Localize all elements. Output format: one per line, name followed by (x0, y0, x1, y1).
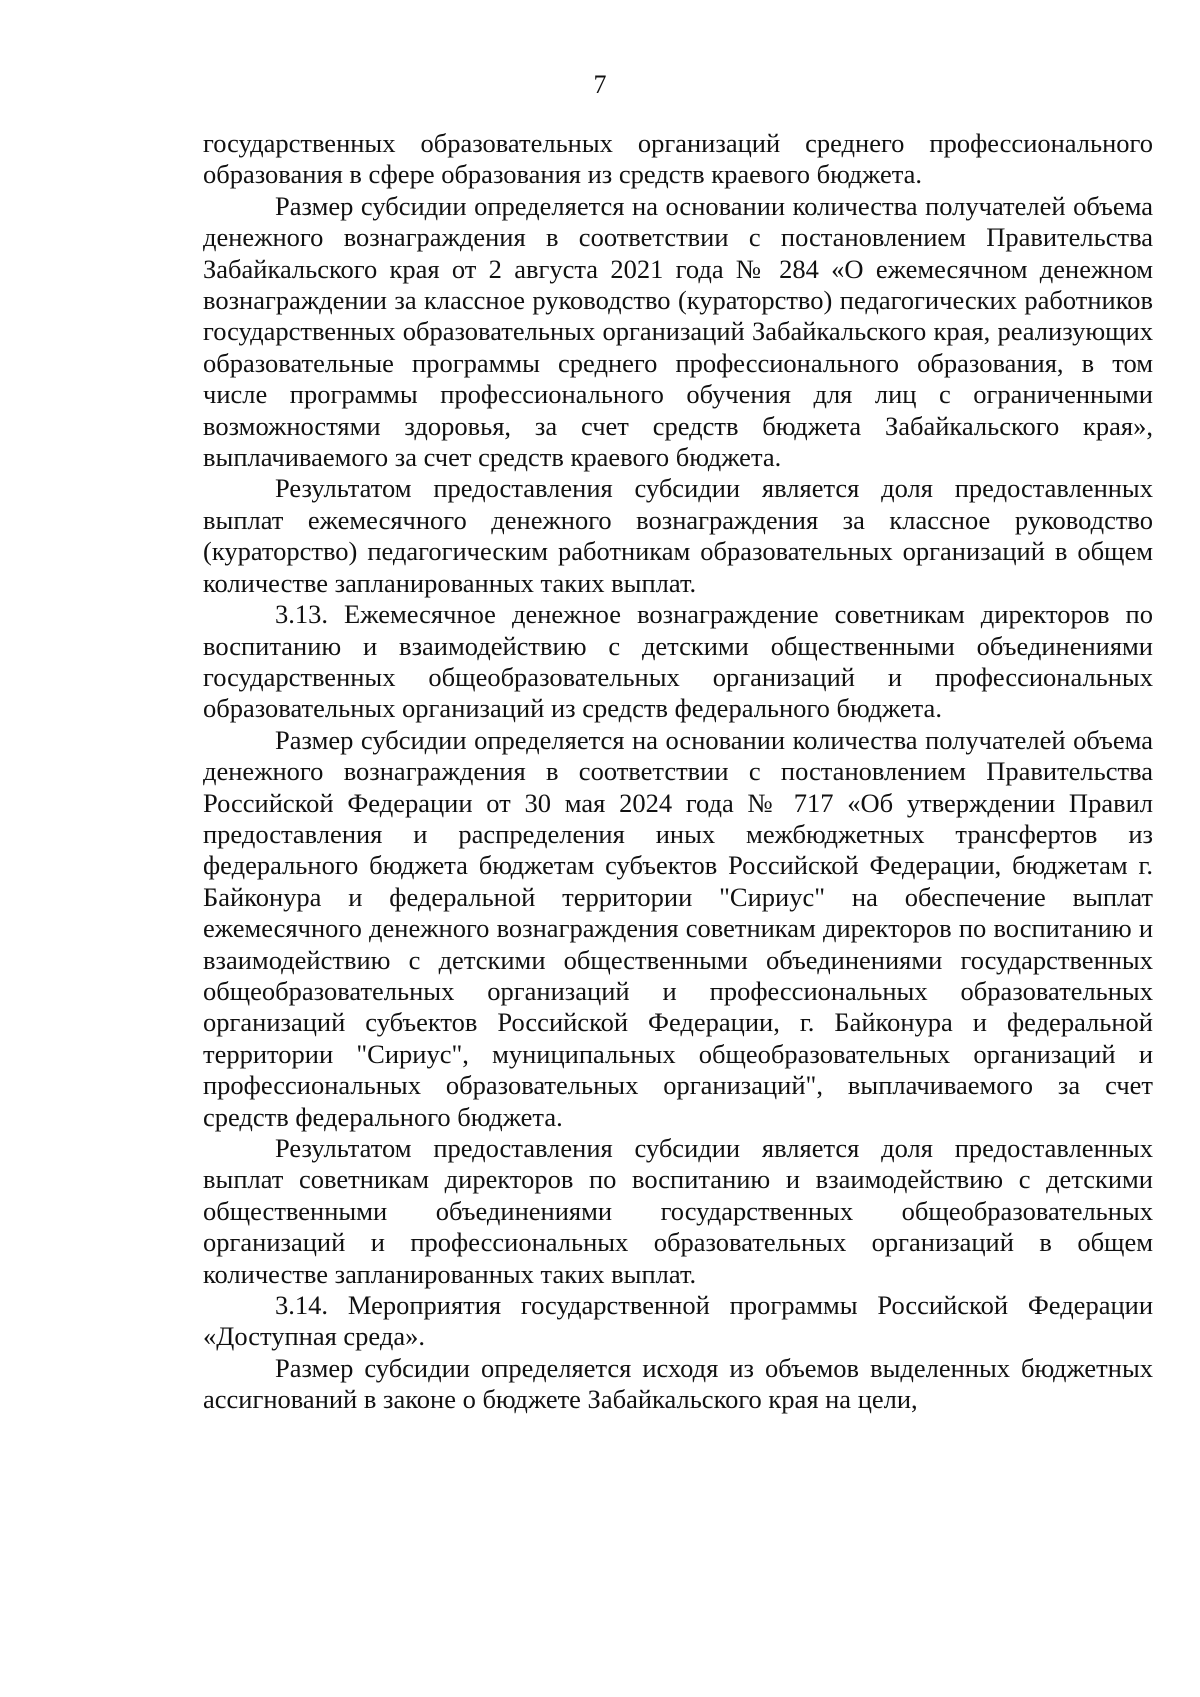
document-body (203, 128, 1153, 1416)
section-heading-3-14: 3.14. Мероприятия государственной программы Российской Федерации «Доступная среда». (203, 1290, 1153, 1352)
page-number: 7 (593, 70, 607, 99)
paragraph-subsidy-result-federal: Результатом предоставления субсидии является доля предоставленных выплат советникам директоров по воспитанию и взаимодействию с детскими общественными объединениями государственных общеобразовательных организаций и профессиональных образовательных организаций в общем количестве запланированных таких выплат. (203, 1133, 1153, 1289)
paragraph-subsidy-result-regional: Результатом предоставления субсидии является доля предоставленных выплат ежемесячного денежного вознаграждения за классное руководство (кураторство) педагогическим работникам образовательных организаций в общем количестве запланированных таких выплат. (203, 473, 1153, 598)
section-heading-3-13: 3.13. Ежемесячное денежное вознаграждение советникам директоров по воспитанию и взаимодействию с детскими общественными объединениями государственных общеобразовательных организаций и профессиональных образовательных организаций из средств федерального бюджета. (203, 599, 1153, 724)
paragraph-subsidy-size-accessible-env: Размер субсидии определяется исходя из объемов выделенных бюджетных ассигнований в законе о бюджете Забайкальского края на цели, (203, 1352, 1153, 1415)
paragraph-subsidy-size-regional: Размер субсидии определяется на основании количества получателей объема денежного вознаграждения в соответствии с постановлением Правительства Забайкальского края от 2 августа 2021 года № 284 «О ежемесячном денежном вознаграждении за классное руководство (кураторство) педагогических работников государственных образовательных организаций Забайкальского края, реализующих образовательные программы среднего профессионального образования, в том числе программы профессионального обучения для лиц с ограниченными возможностями здоровья, за счет средств бюджета Забайкальского края», выплачиваемого за счет средств краевого бюджета. (203, 190, 1153, 473)
paragraph-subsidy-size-federal: Размер субсидии определяется на основании количества получателей объема денежного вознаграждения в соответствии с постановлением Правительства Российской Федерации от 30 мая 2024 года № 717 «Об утверждении Правил предоставления и распределения иных межбюджетных трансфертов из федерального бюджета бюджетам субъектов Российской Федерации, бюджетам г. Байконура и федеральной территории "Сириус" на обеспечение выплат ежемесячного денежного вознаграждения советникам директоров по воспитанию и взаимодействию с детскими общественными объединениями государственных общеобразовательных организаций и профессиональных образовательных организаций субъектов Российской Федерации, г. Байконура и федеральной территории "Сириус", муниципальных общеобразовательных организаций и профессиональных образовательных организаций", выплачиваемого за счет средств федерального бюджета. (203, 724, 1153, 1132)
paragraph-continuation: государственных образовательных организаций среднего профессионального образования в сфере образования из средств краевого бюджета. (203, 128, 1153, 190)
